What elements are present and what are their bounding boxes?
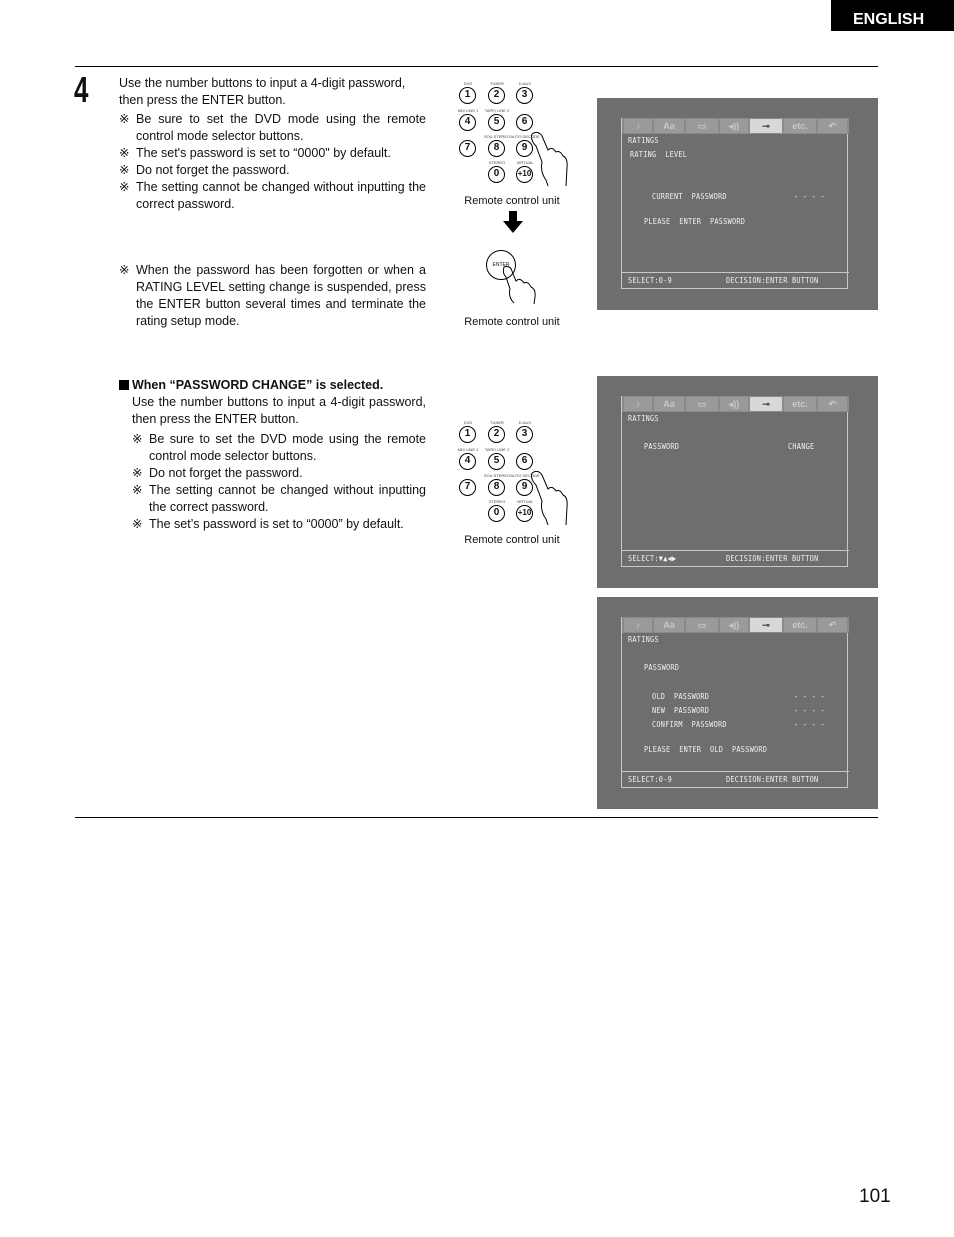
- page-number: 101: [859, 1186, 891, 1207]
- key-plus10: +10: [516, 166, 533, 183]
- display-tab-icon: ▭: [686, 618, 718, 632]
- remote-keypad-figure: DVD TUNER D.AUX 1 2 3 MD/ LINE 1 TAPE/ LINE 2 4 5 6 SOU.STEREO AUTO DECODE 7 8 9 STEREO VIRTUAL 0 +10: [458, 80, 568, 190]
- osd-footer-right: DECISION:ENTER BUTTON: [726, 554, 819, 563]
- key-5: 5: [488, 453, 505, 470]
- osd-line: PASSWORD: [644, 663, 680, 672]
- key-8: 8: [488, 140, 505, 157]
- osd-title: RATINGS: [628, 136, 659, 145]
- osd-title: RATINGS: [628, 635, 659, 644]
- key-0: 0: [488, 505, 505, 522]
- pointing-hand-icon: [530, 128, 570, 188]
- key-tab-icon: ⊸: [750, 397, 782, 411]
- osd-value: CHANGE: [788, 442, 815, 451]
- audio-tab-icon: ♪: [624, 397, 652, 411]
- osd-tab-bar: [622, 617, 849, 633]
- audio-tab-icon: ♪: [624, 618, 652, 632]
- osd-screen-password-change: [597, 376, 878, 588]
- pc-note-4: ※ The set’s password is set to “0000” by default.: [132, 517, 404, 531]
- remote-keypad-figure: DVD TUNER D.AUX 1 2 3 MD/ LINE 1 TAPE/ LINE 2 4 5 6 SOU.STEREO AUTO DECODE 7 8 9 STEREO VIRTUAL 0 +10: [458, 419, 568, 529]
- osd-tab-bar: [622, 396, 849, 412]
- remote-caption-1: Remote control unit: [464, 195, 560, 207]
- osd-value: - - - -: [794, 692, 825, 701]
- osd-line: CONFIRM PASSWORD: [652, 720, 727, 729]
- osd-footer-left: SELECT:▼▲◀▶: [628, 554, 677, 563]
- etc-tab: etc.: [784, 397, 816, 411]
- osd-screen-old-password: [597, 597, 878, 809]
- bottom-rule: [75, 817, 878, 818]
- osd-footer-right: DECISION:ENTER BUTTON: [726, 276, 819, 285]
- square-bullet-icon: [119, 380, 129, 390]
- osd-value: - - - -: [794, 706, 825, 715]
- key-8: 8: [488, 479, 505, 496]
- key-1: 1: [459, 426, 476, 443]
- key-7: 7: [459, 479, 476, 496]
- key-tab-icon: ⊸: [750, 618, 782, 632]
- etc-tab: etc.: [784, 119, 816, 133]
- audio-tab-icon: ♪: [624, 119, 652, 133]
- return-tab-icon: ↶: [818, 618, 847, 632]
- step-note-1: ※ Be sure to set the DVD mode using the remote control mode selector buttons.: [119, 112, 426, 143]
- step-note-4: ※ The setting cannot be changed without inputting the correct password.: [119, 180, 426, 211]
- subtitle-tab-icon: Aa: [654, 119, 684, 133]
- forgotten-note: ※ When the password has been forgotten or when a RATING LEVEL setting change is suspended, press the ENTER button several times and terminate the rating setup mode.: [119, 263, 426, 328]
- key-9: 9: [516, 479, 533, 496]
- osd-line: RATING LEVEL: [630, 150, 688, 159]
- return-tab-icon: ↶: [818, 397, 847, 411]
- enter-button-figure: [460, 245, 550, 315]
- etc-tab: etc.: [784, 618, 816, 632]
- key-3: 3: [516, 426, 533, 443]
- forgotten-note-block: [119, 262, 426, 330]
- down-arrow-icon: [503, 211, 523, 233]
- osd-tab-bar: [622, 118, 849, 134]
- display-tab-icon: ▭: [686, 119, 718, 133]
- key-6: 6: [516, 453, 533, 470]
- osd-value: - - - -: [794, 192, 825, 201]
- key-9: 9: [516, 140, 533, 157]
- key-6: 6: [516, 114, 533, 131]
- step-instruction: Use the number buttons to input a 4-digit password, then press the ENTER button.: [119, 76, 406, 107]
- speaker-tab-icon: ◂)): [720, 618, 748, 632]
- remote-caption-3: Remote control unit: [464, 534, 560, 546]
- osd-line: NEW PASSWORD: [652, 706, 710, 715]
- pc-note-1: ※ Be sure to set the DVD mode using the remote control mode selector buttons.: [132, 432, 426, 463]
- osd-line: PLEASE ENTER OLD PASSWORD: [644, 745, 768, 754]
- osd-line: PASSWORD: [644, 442, 680, 451]
- password-change-instruction: Use the number buttons to input a 4-digit password, then press the ENTER button.: [132, 395, 426, 426]
- key-2: 2: [488, 87, 505, 104]
- osd-footer-left: SELECT:0-9: [628, 276, 673, 285]
- key-0: 0: [488, 166, 505, 183]
- osd-line: CURRENT PASSWORD: [652, 192, 727, 201]
- subtitle-tab-icon: Aa: [654, 397, 684, 411]
- key-3: 3: [516, 87, 533, 104]
- enter-button-drawing: ENTER: [486, 250, 516, 280]
- step-number: 4: [74, 69, 89, 110]
- password-change-block: [119, 377, 426, 533]
- pointing-hand-icon: [500, 263, 540, 305]
- step-note-2: ※ The set's password is set to “0000" by default.: [119, 146, 391, 160]
- osd-footer-left: SELECT:0-9: [628, 775, 673, 784]
- language-tab: ENGLISH: [831, 0, 954, 31]
- osd-footer-right: DECISION:ENTER BUTTON: [726, 775, 819, 784]
- pc-note-2: ※ Do not forget the password.: [132, 466, 303, 480]
- pointing-hand-icon: [530, 467, 570, 527]
- speaker-tab-icon: ◂)): [720, 397, 748, 411]
- subtitle-tab-icon: Aa: [654, 618, 684, 632]
- display-tab-icon: ▭: [686, 397, 718, 411]
- key-7: 7: [459, 140, 476, 157]
- speaker-tab-icon: ◂)): [720, 119, 748, 133]
- step-text-block: [119, 75, 426, 213]
- pc-note-3: ※ The setting cannot be changed without inputting the correct password.: [132, 483, 426, 514]
- key-2: 2: [488, 426, 505, 443]
- top-rule: [75, 66, 878, 67]
- osd-value: - - - -: [794, 720, 825, 729]
- key-4: 4: [459, 453, 476, 470]
- osd-line: PLEASE ENTER PASSWORD: [644, 217, 746, 226]
- password-change-heading: When “PASSWORD CHANGE” is selected.: [119, 377, 426, 394]
- key-1: 1: [459, 87, 476, 104]
- remote-caption-2: Remote control unit: [464, 316, 560, 328]
- key-plus10: +10: [516, 505, 533, 522]
- step-note-3: ※ Do not forget the password.: [119, 163, 290, 177]
- key-5: 5: [488, 114, 505, 131]
- return-tab-icon: ↶: [818, 119, 847, 133]
- osd-title: RATINGS: [628, 414, 659, 423]
- osd-screen-rating-level: [597, 98, 878, 310]
- osd-line: OLD PASSWORD: [652, 692, 710, 701]
- key-4: 4: [459, 114, 476, 131]
- key-tab-icon: ⊸: [750, 119, 782, 133]
